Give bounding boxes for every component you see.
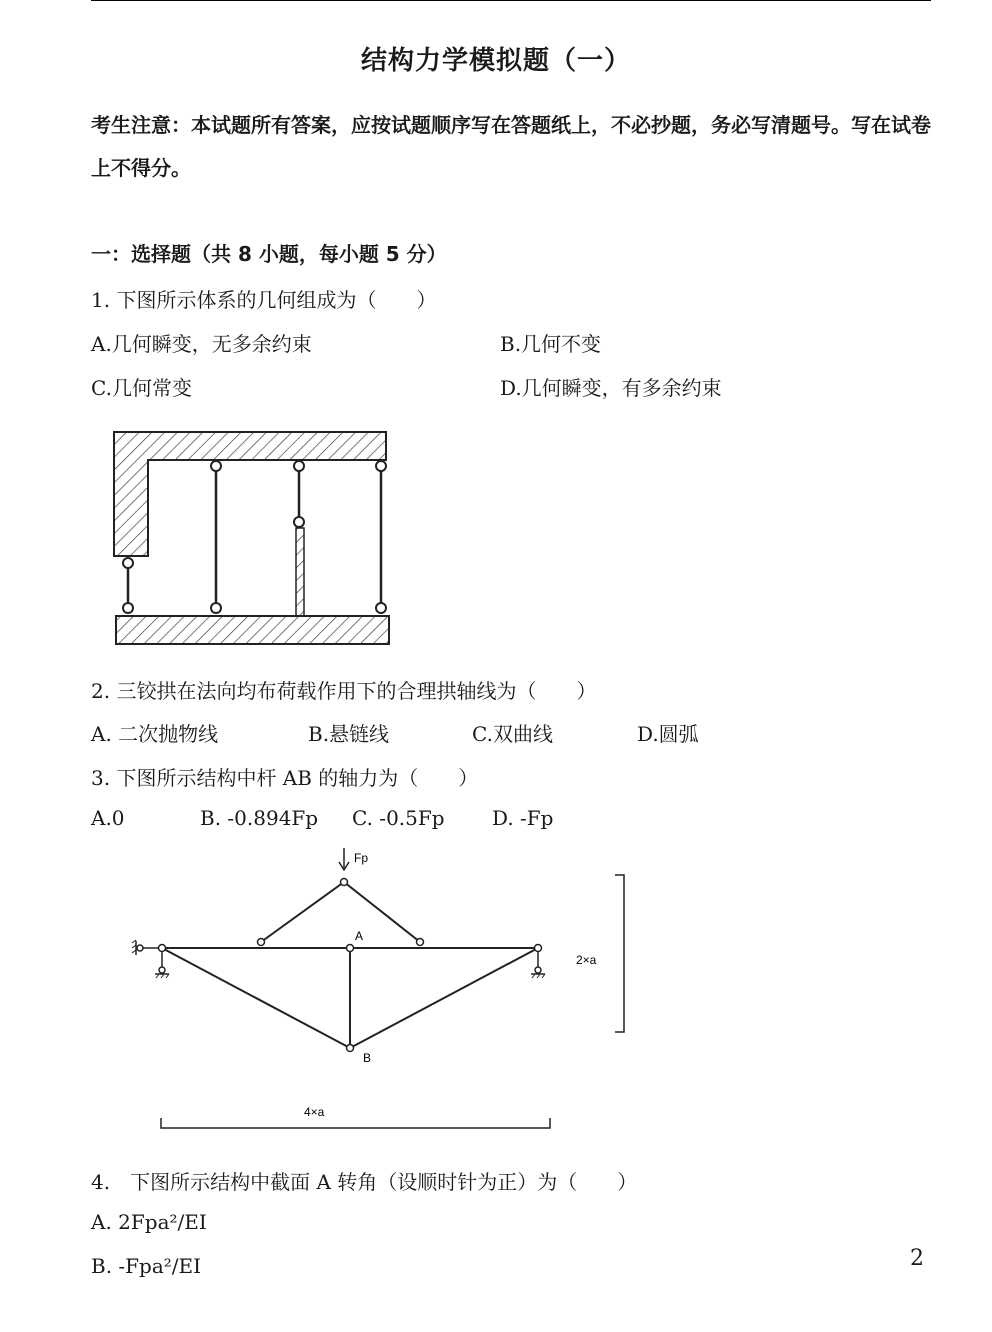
load-label: Fp bbox=[354, 851, 369, 865]
question-2-option-c[interactable]: C.双曲线 bbox=[472, 722, 553, 746]
question-2-stem: 2. 三铰拱在法向均布荷载作用下的合理拱轴线为（ ） bbox=[91, 679, 597, 703]
question-3-option-b[interactable]: B. -0.894Fp bbox=[200, 806, 319, 830]
lower-ground-body bbox=[116, 616, 389, 644]
exam-notice: 考生注意：本试题所有答案，应按试题顺序写在答题纸上，不必抄题，务必写清题号。写在试卷上不得分。 bbox=[91, 113, 931, 180]
page-number: 2 bbox=[910, 1246, 924, 1271]
node-b-label: B bbox=[363, 1051, 372, 1065]
question-3-option-d[interactable]: D. -Fp bbox=[492, 806, 554, 830]
question-4-stem: 4. 下图所示结构中截面 A 转角（设顺时针为正）为（ ） bbox=[91, 1170, 638, 1194]
height-dim-label: 2×a bbox=[576, 953, 597, 967]
question-2-option-d[interactable]: D.圆弧 bbox=[637, 722, 699, 746]
top-rule bbox=[91, 0, 931, 1]
question-1-option-a[interactable]: A.几何瞬变，无多余约束 bbox=[91, 332, 312, 356]
question-4-option-a[interactable]: A. 2Fpa²/EI bbox=[91, 1210, 207, 1234]
node-a-label: A bbox=[355, 929, 364, 943]
question-1-stem: 1. 下图所示体系的几何组成为（ ） bbox=[91, 288, 437, 312]
width-dimension bbox=[161, 1118, 550, 1128]
upper-ground-body bbox=[114, 432, 386, 556]
question-3-stem: 3. 下图所示结构中杆 AB 的轴力为（ ） bbox=[91, 766, 479, 790]
question-2-option-a[interactable]: A. 二次抛物线 bbox=[91, 722, 219, 746]
question-3-figure bbox=[120, 840, 640, 1140]
section-heading: 一：选择题（共 8 小题，每小题 5 分） bbox=[91, 242, 447, 266]
question-1-option-d[interactable]: D.几何瞬变，有多余约束 bbox=[500, 376, 722, 400]
question-1-option-b[interactable]: B.几何不变 bbox=[500, 332, 602, 356]
question-2-option-b[interactable]: B.悬链线 bbox=[308, 722, 390, 746]
height-dimension bbox=[615, 875, 624, 1032]
question-1-figure bbox=[100, 420, 430, 665]
question-4-option-b[interactable]: B. -Fpa²/EI bbox=[91, 1254, 202, 1278]
page-title: 结构力学模拟题（一） bbox=[360, 46, 631, 76]
question-3-option-c[interactable]: C. -0.5Fp bbox=[352, 806, 445, 830]
width-dim-label: 4×a bbox=[304, 1105, 325, 1119]
question-1-option-c[interactable]: C.几何常变 bbox=[91, 376, 192, 400]
question-3-option-a[interactable]: A.0 bbox=[91, 806, 125, 830]
